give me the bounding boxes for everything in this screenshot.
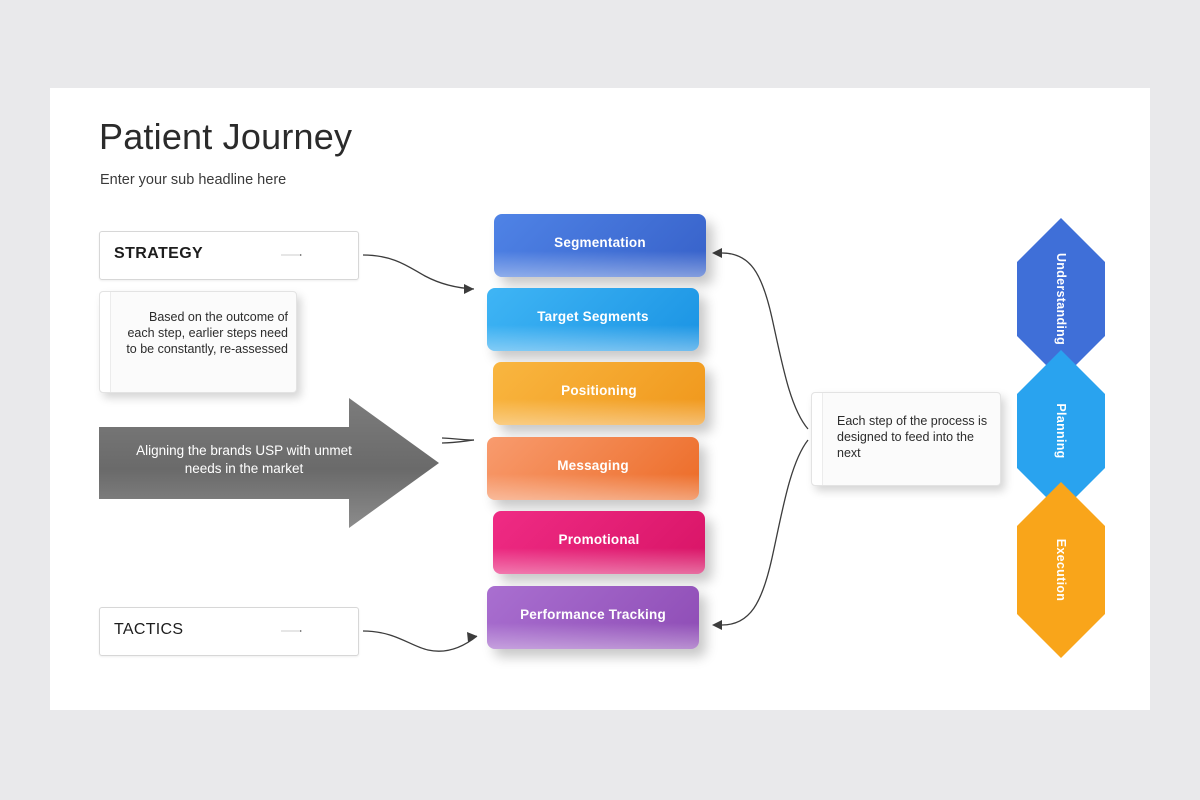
stack-item-segmentation[interactable] xyxy=(494,214,706,277)
page-subtitle: Enter your sub headline here xyxy=(100,172,287,188)
stack-item-label: Promotional xyxy=(558,532,640,547)
phase-execution[interactable] xyxy=(1017,482,1105,658)
stack-item-label: Segmentation xyxy=(554,235,646,250)
stack-item-label: Target Segments xyxy=(537,309,649,324)
stack-item-gloss xyxy=(487,623,699,649)
stack-item-label: Performance Tracking xyxy=(520,607,666,622)
stack-item-gloss xyxy=(494,251,706,277)
stack-item-gloss xyxy=(493,548,705,574)
note-right-tab xyxy=(812,393,823,485)
stack-item-gloss xyxy=(487,325,699,351)
stack-item-gloss xyxy=(493,399,705,425)
label-box-strategy[interactable] xyxy=(99,231,359,280)
note-right-text: Each step of the process is designed to feed into the next xyxy=(837,414,988,460)
phase-label: Planning xyxy=(1054,403,1068,459)
phase-label: Execution xyxy=(1054,538,1068,602)
slide-canvas xyxy=(50,88,1150,710)
stack-item-performance-tracking[interactable] xyxy=(487,586,699,649)
stack-item-label: Positioning xyxy=(561,383,637,398)
grey-arrow-text: Aligning the brands USP with unmet needs in the market xyxy=(136,443,352,476)
stack-item-promotional[interactable] xyxy=(493,511,705,574)
phase-label: Understanding xyxy=(1054,252,1068,346)
page-title: Patient Journey xyxy=(99,116,353,157)
stack-item-gloss xyxy=(487,474,699,500)
label-box-tactics-text: TACTICS xyxy=(114,621,184,638)
stack-item-messaging[interactable] xyxy=(487,437,699,500)
note-left-text: Based on the outcome of each step, earlier steps need to be constantly, re-assessed xyxy=(126,310,288,356)
note-left xyxy=(99,291,297,393)
label-box-tactics[interactable] xyxy=(99,607,359,656)
strategy-arrow-icon xyxy=(239,254,344,256)
grey-arrow-banner xyxy=(99,398,439,528)
note-left-tab xyxy=(100,292,111,392)
note-right xyxy=(811,392,1001,486)
stack-item-label: Messaging xyxy=(557,458,629,473)
label-box-strategy-text: STRATEGY xyxy=(114,245,204,262)
stack-item-positioning[interactable] xyxy=(493,362,705,425)
stack-item-target-segments[interactable] xyxy=(487,288,699,351)
tactics-arrow-icon xyxy=(239,630,344,632)
